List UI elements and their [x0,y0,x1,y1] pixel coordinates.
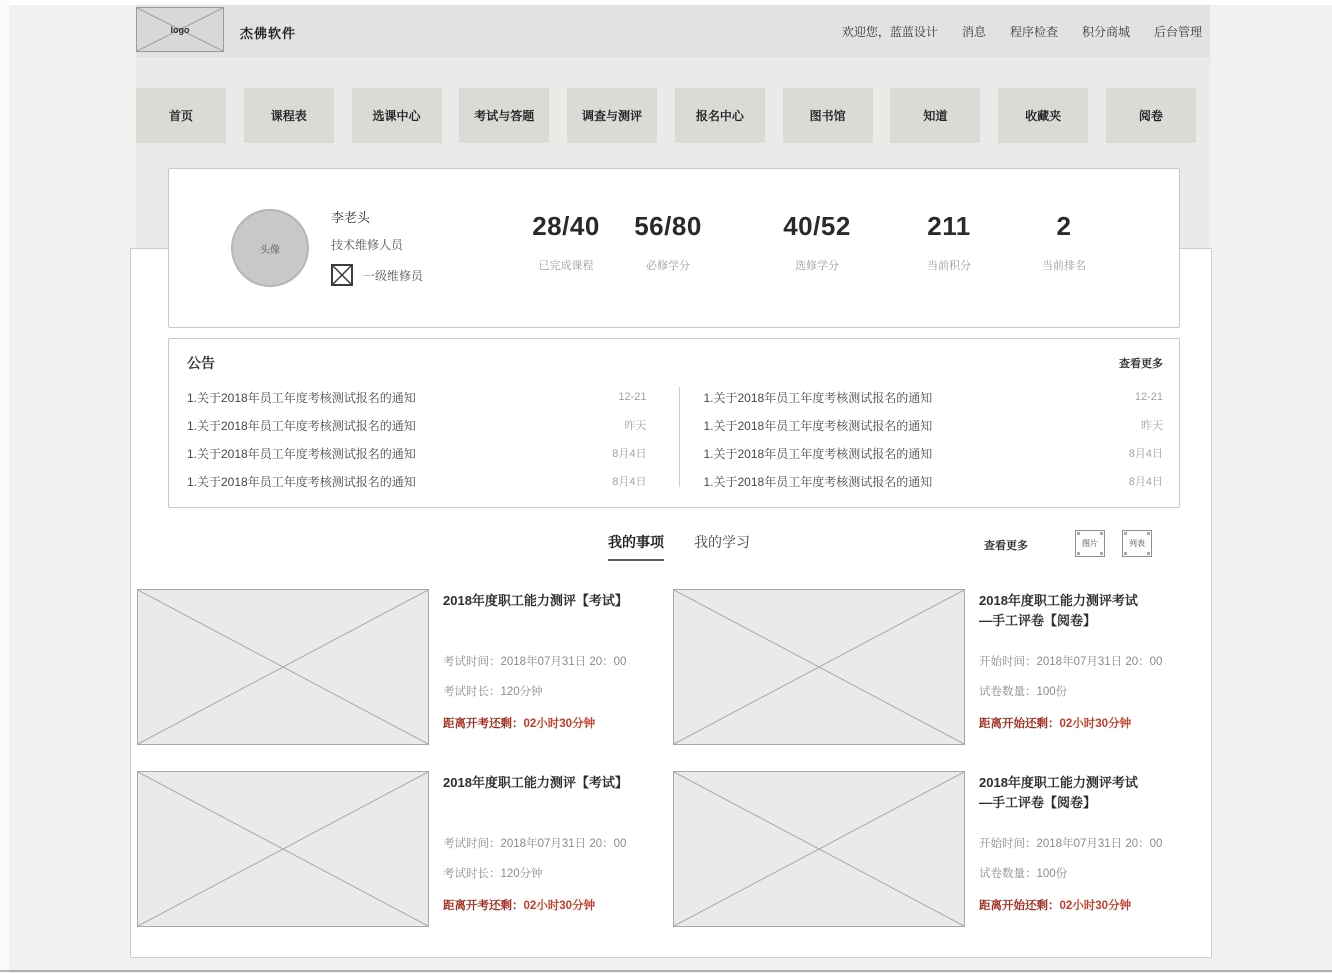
grading-card-2[interactable] [673,771,1203,927]
stat-completed-courses: 28/40 已完成课程 [532,211,600,272]
nav-item-survey[interactable]: 调查与测评 [567,88,657,143]
card-info-line: 试卷数量：100份 [979,868,1068,880]
announcement-item[interactable]: 1.关于2018年员工年度考核测试报名的通知 12-21 [703,390,1163,405]
card-info-line: 考试时长：120分钟 [443,868,543,880]
header-link-points-mall[interactable]: 积分商城 [1081,25,1130,39]
card-info [443,771,667,927]
exam-card-1[interactable] [137,589,667,745]
announcement-item[interactable]: 1.关于2018年员工年度考核测试报名的通知 昨天 [703,418,1163,433]
user-badge-label: 一级维修员 [363,268,424,283]
nav-item-registration[interactable]: 报名中心 [675,88,765,143]
card-info-line: 考试时间：2018年07月31日 20：00 [443,656,627,668]
stat-current-rank: 2 当前排名 [1042,211,1086,272]
announcement-date: 8月4日 [1128,476,1163,488]
announcement-item[interactable]: 1.关于2018年员工年度考核测试报名的通知 8月4日 [187,446,647,461]
card-title: 2018年度职工能力测评【考试】 [443,593,628,608]
user-name: 李老头 [331,210,371,225]
announcement-date: 昨天 [624,420,647,432]
announcement-item[interactable]: 1.关于2018年员工年度考核测试报名的通知 昨天 [187,418,647,433]
page-left-edge [0,0,9,973]
nav-item-home[interactable]: 首页 [136,88,226,143]
announcements-right-column [704,383,1164,495]
placeholder-cross-icon [674,590,964,744]
badge-placeholder-icon [331,264,353,286]
image-placeholder [137,589,429,745]
nav-item-course-selection[interactable]: 选课中心 [352,88,442,143]
user-badge [331,264,423,286]
stat-required-credits: 56/80 必修学分 [634,211,702,272]
nav-item-grading[interactable]: 阅卷 [1106,88,1196,143]
header-link-admin[interactable]: 后台管理 [1153,25,1202,39]
window-bottom-edge [0,970,1332,972]
placeholder-cross-icon [674,772,964,926]
card-info [443,589,667,745]
user-role: 技术维修人员 [331,238,404,252]
announcement-date: 12-21 [1134,391,1163,403]
nav-item-favorites[interactable]: 收藏夹 [998,88,1088,143]
card-info [979,589,1203,745]
card-info [979,771,1203,927]
stat-current-points: 211 当前积分 [927,211,971,272]
card-info-line: 开始时间：2018年07月31日 20：00 [979,838,1163,850]
brand-name: 杰佛软件 [240,26,297,41]
announcements-view-more-link[interactable]: 查看更多 [1119,358,1163,370]
view-toggle-group [1075,530,1152,557]
announcements-card [168,338,1180,508]
card-info-line: 考试时长：120分钟 [443,686,543,698]
user-identity [331,207,423,286]
card-info-line: 考试时间：2018年07月31日 20：00 [443,838,627,850]
avatar: 头像 [231,209,309,287]
announcement-item[interactable]: 1.关于2018年员工年度考核测试报名的通知 8月4日 [187,474,647,489]
stat-elective-credits: 40/52 选修学分 [783,211,851,272]
nav-item-exams[interactable]: 考试与答题 [459,88,549,143]
announcement-date: 8月4日 [1128,448,1163,460]
header-link-program-check[interactable]: 程序检查 [1009,25,1058,39]
column-divider [679,387,680,487]
main-nav [136,88,1196,143]
app-header [136,5,1210,57]
card-title: 2018年度职工能力测评考试 —手工评卷【阅卷】 [979,593,1138,628]
announcements-title: 公告 [187,355,215,371]
countdown-text: 距离开始还剩：02小时30分钟 [979,718,1132,730]
tab-my-learning[interactable]: 我的学习 [694,534,750,550]
image-view-button[interactable]: 图片 [1075,530,1105,557]
countdown-text: 距离开考还剩：02小时30分钟 [443,718,596,730]
header-links [842,23,1202,40]
announcement-item[interactable]: 1.关于2018年员工年度考核测试报名的通知 12-21 [187,390,647,405]
nav-item-knowledge[interactable]: 知道 [890,88,980,143]
logo-label: logo [170,24,190,35]
announcements-columns [187,383,1163,495]
tab-my-tasks[interactable]: 我的事项 [608,532,664,561]
my-section-tabs [608,532,750,561]
announcement-date: 8月4日 [612,476,647,488]
my-section-view-more-link[interactable]: 查看更多 [984,540,1028,552]
list-view-button[interactable]: 列表 [1122,530,1152,557]
countdown-text: 距离开始还剩：02小时30分钟 [979,900,1132,912]
announcement-date: 昨天 [1141,420,1163,432]
user-profile-card [168,168,1180,328]
nav-item-course-schedule[interactable]: 课程表 [244,88,334,143]
grading-card-1[interactable] [673,589,1203,745]
card-info-line: 试卷数量：100份 [979,686,1068,698]
announcement-date: 8月4日 [612,448,647,460]
placeholder-cross-icon [138,590,428,744]
announcement-item[interactable]: 1.关于2018年员工年度考核测试报名的通知 8月4日 [703,446,1163,461]
announcement-item[interactable]: 1.关于2018年员工年度考核测试报名的通知 8月4日 [703,474,1163,489]
image-placeholder [673,589,965,745]
header-link-welcome[interactable]: 欢迎您，蓝蓝设计 [841,25,938,39]
image-placeholder [673,771,965,927]
countdown-text: 距离开考还剩：02小时30分钟 [443,900,596,912]
card-title: 2018年度职工能力测评考试 —手工评卷【阅卷】 [979,775,1138,810]
header-link-messages[interactable]: 消息 [961,25,986,39]
announcement-date: 12-21 [618,391,647,403]
placeholder-cross-icon [138,772,428,926]
image-placeholder [137,771,429,927]
card-info-line: 开始时间：2018年07月31日 20：00 [979,656,1163,668]
exam-card-2[interactable] [137,771,667,927]
card-title: 2018年度职工能力测评【考试】 [443,775,628,790]
logo-placeholder[interactable] [136,7,224,52]
announcements-left-column [187,383,679,495]
nav-item-library[interactable]: 图书馆 [783,88,873,143]
